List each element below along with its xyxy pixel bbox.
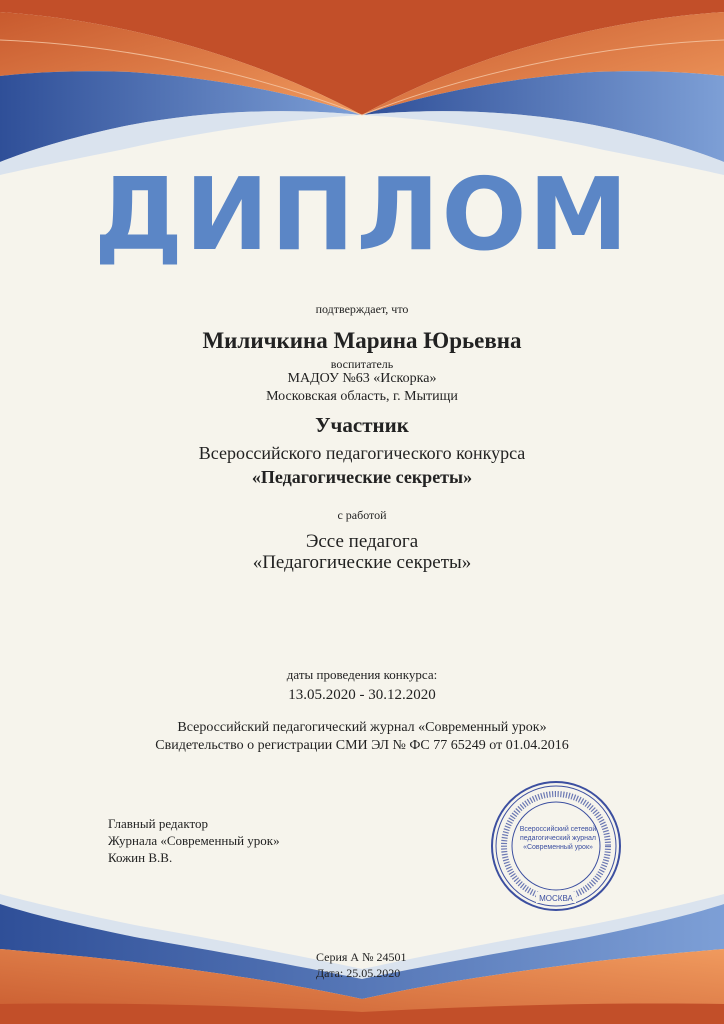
diploma-title: ДИПЛОМ	[93, 156, 631, 273]
seal-line-3: «Современный урок»	[523, 844, 593, 851]
top-wave-decoration	[0, 0, 724, 175]
journal-name: Всероссийский педагогический журнал «Современный урок»	[177, 720, 547, 735]
work-title: «Педагогические секреты»	[252, 552, 472, 573]
signature-title: Главный редактор	[108, 816, 208, 831]
recipient-position: воспитатель	[330, 357, 394, 371]
work-prefix: с работой	[337, 508, 387, 522]
seal-center-text	[508, 825, 608, 852]
contest-name: «Педагогические секреты»	[251, 467, 473, 487]
dates-label: даты проведения конкурса:	[286, 667, 438, 682]
contest-line: Всероссийского педагогического конкурса	[198, 443, 526, 463]
series-block	[316, 949, 407, 981]
signature-journal: Журнала «Современный урок»	[108, 833, 280, 848]
signature-block	[108, 815, 280, 866]
seal-city: МОСКВА	[539, 894, 573, 903]
signature-name: Кожин В.В.	[108, 850, 173, 865]
seal-line-1: Всероссийский сетевой	[519, 826, 597, 833]
recipient-organization: МАДОУ №63 «Искорка»	[287, 371, 437, 386]
award-status: Участник	[315, 413, 409, 437]
work-type: Эссе педагога	[305, 531, 419, 552]
recipient-location: Московская область, г. Мытищи	[266, 389, 458, 404]
series-number: Серия А № 24501	[316, 950, 407, 964]
confirms-text: подтверждает, что	[315, 302, 409, 316]
dates-range: 13.05.2020 - 30.12.2020	[288, 687, 436, 703]
seal-line-2: педагогический журнал	[519, 835, 597, 842]
journal-registration: Свидетельство о регистрации СМИ ЭЛ № ФС 77 65249 от 01.04.2016	[155, 738, 569, 753]
recipient-name: Миличкина Марина Юрьевна	[202, 328, 522, 353]
issue-date: Дата: 25.05.2020	[316, 966, 401, 980]
